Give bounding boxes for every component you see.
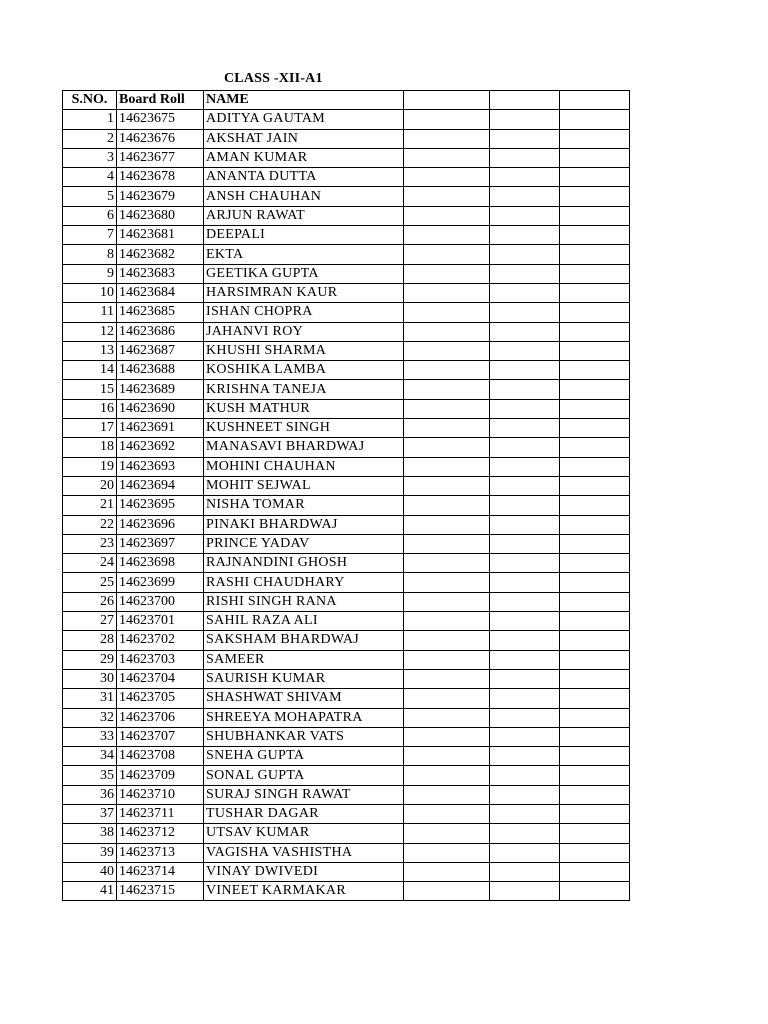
cell-blank-2: [490, 766, 560, 785]
cell-blank-1: [404, 457, 490, 476]
cell-sno: 32: [63, 708, 117, 727]
cell-sno: 9: [63, 264, 117, 283]
cell-blank-3: [560, 496, 630, 515]
table-row: [63, 341, 630, 360]
cell-board-roll: 14623706: [117, 708, 204, 727]
cell-sno: 26: [63, 592, 117, 611]
cell-blank-3: [560, 689, 630, 708]
cell-sno: 40: [63, 862, 117, 881]
cell-board-roll: 14623678: [117, 168, 204, 187]
cell-blank-2: [490, 245, 560, 264]
cell-name: UTSAV KUMAR: [204, 824, 404, 843]
header-blank-1: [404, 91, 490, 110]
cell-blank-3: [560, 554, 630, 573]
cell-blank-2: [490, 187, 560, 206]
cell-blank-1: [404, 747, 490, 766]
cell-blank-1: [404, 419, 490, 438]
cell-board-roll: 14623676: [117, 129, 204, 148]
cell-blank-3: [560, 148, 630, 167]
cell-name: KUSH MATHUR: [204, 399, 404, 418]
cell-board-roll: 14623698: [117, 554, 204, 573]
cell-name: SNEHA GUPTA: [204, 747, 404, 766]
cell-sno: 29: [63, 650, 117, 669]
cell-blank-3: [560, 264, 630, 283]
cell-sno: 10: [63, 283, 117, 302]
cell-blank-3: [560, 168, 630, 187]
cell-blank-2: [490, 843, 560, 862]
cell-name: KHUSHI SHARMA: [204, 341, 404, 360]
cell-board-roll: 14623696: [117, 515, 204, 534]
table-row: [63, 612, 630, 631]
cell-board-roll: 14623685: [117, 303, 204, 322]
cell-blank-2: [490, 727, 560, 746]
cell-blank-1: [404, 245, 490, 264]
cell-board-roll: 14623699: [117, 573, 204, 592]
cell-name: SHREEYA MOHAPATRA: [204, 708, 404, 727]
cell-blank-2: [490, 399, 560, 418]
cell-board-roll: 14623682: [117, 245, 204, 264]
cell-board-roll: 14623692: [117, 438, 204, 457]
cell-blank-3: [560, 110, 630, 129]
cell-blank-3: [560, 283, 630, 302]
cell-blank-3: [560, 515, 630, 534]
cell-blank-2: [490, 496, 560, 515]
cell-name: ADITYA GAUTAM: [204, 110, 404, 129]
cell-blank-3: [560, 341, 630, 360]
cell-blank-1: [404, 226, 490, 245]
table-row: [63, 785, 630, 804]
cell-blank-3: [560, 708, 630, 727]
cell-blank-2: [490, 631, 560, 650]
header-board-roll: Board Roll: [117, 91, 204, 110]
cell-name: SHASHWAT SHIVAM: [204, 689, 404, 708]
cell-blank-3: [560, 631, 630, 650]
cell-name: ARJUN RAWAT: [204, 206, 404, 225]
cell-sno: 25: [63, 573, 117, 592]
cell-board-roll: 14623707: [117, 727, 204, 746]
cell-blank-1: [404, 631, 490, 650]
cell-name: KOSHIKA LAMBA: [204, 361, 404, 380]
cell-blank-3: [560, 824, 630, 843]
cell-name: RASHI CHAUDHARY: [204, 573, 404, 592]
cell-name: DEEPALI: [204, 226, 404, 245]
cell-board-roll: 14623703: [117, 650, 204, 669]
cell-name: HARSIMRAN KAUR: [204, 283, 404, 302]
cell-blank-1: [404, 110, 490, 129]
cell-name: AKSHAT JAIN: [204, 129, 404, 148]
cell-board-roll: 14623687: [117, 341, 204, 360]
cell-sno: 36: [63, 785, 117, 804]
table-row: [63, 283, 630, 302]
cell-blank-3: [560, 438, 630, 457]
cell-sno: 38: [63, 824, 117, 843]
cell-blank-2: [490, 283, 560, 302]
cell-board-roll: 14623712: [117, 824, 204, 843]
cell-sno: 12: [63, 322, 117, 341]
cell-blank-2: [490, 573, 560, 592]
cell-blank-3: [560, 187, 630, 206]
table-row: [63, 419, 630, 438]
table-row: [63, 206, 630, 225]
cell-sno: 22: [63, 515, 117, 534]
header-sno: S.NO.: [63, 91, 117, 110]
cell-sno: 30: [63, 669, 117, 688]
cell-board-roll: 14623714: [117, 862, 204, 881]
table-row: [63, 322, 630, 341]
cell-blank-1: [404, 824, 490, 843]
table-row: [63, 708, 630, 727]
cell-name: SAKSHAM BHARDWAJ: [204, 631, 404, 650]
page-title: CLASS -XII-A1: [224, 71, 323, 86]
table-row: [63, 824, 630, 843]
cell-name: MOHINI CHAUHAN: [204, 457, 404, 476]
cell-blank-1: [404, 438, 490, 457]
cell-sno: 17: [63, 419, 117, 438]
cell-sno: 34: [63, 747, 117, 766]
cell-board-roll: 14623708: [117, 747, 204, 766]
cell-blank-3: [560, 419, 630, 438]
cell-blank-3: [560, 785, 630, 804]
cell-sno: 2: [63, 129, 117, 148]
cell-name: MANASAVI BHARDWAJ: [204, 438, 404, 457]
cell-sno: 3: [63, 148, 117, 167]
cell-blank-2: [490, 438, 560, 457]
cell-blank-2: [490, 824, 560, 843]
cell-name: PINAKI BHARDWAJ: [204, 515, 404, 534]
cell-board-roll: 14623688: [117, 361, 204, 380]
cell-board-roll: 14623690: [117, 399, 204, 418]
header-blank-3: [560, 91, 630, 110]
cell-blank-1: [404, 766, 490, 785]
cell-sno: 31: [63, 689, 117, 708]
student-roster-table: [62, 90, 630, 901]
cell-blank-3: [560, 727, 630, 746]
cell-blank-2: [490, 303, 560, 322]
cell-sno: 41: [63, 882, 117, 901]
table-row: [63, 110, 630, 129]
cell-board-roll: 14623693: [117, 457, 204, 476]
cell-blank-1: [404, 283, 490, 302]
cell-blank-3: [560, 862, 630, 881]
cell-board-roll: 14623715: [117, 882, 204, 901]
cell-blank-3: [560, 245, 630, 264]
table-row: [63, 882, 630, 901]
cell-name: KRISHNA TANEJA: [204, 380, 404, 399]
cell-blank-1: [404, 206, 490, 225]
cell-name: EKTA: [204, 245, 404, 264]
cell-blank-2: [490, 862, 560, 881]
cell-board-roll: 14623679: [117, 187, 204, 206]
table-row: [63, 766, 630, 785]
cell-blank-3: [560, 322, 630, 341]
cell-sno: 13: [63, 341, 117, 360]
cell-sno: 1: [63, 110, 117, 129]
cell-blank-1: [404, 708, 490, 727]
cell-blank-1: [404, 650, 490, 669]
table-row: [63, 496, 630, 515]
cell-blank-1: [404, 785, 490, 804]
cell-sno: 4: [63, 168, 117, 187]
table-row: [63, 187, 630, 206]
cell-blank-1: [404, 303, 490, 322]
cell-blank-1: [404, 689, 490, 708]
cell-blank-1: [404, 129, 490, 148]
cell-blank-1: [404, 727, 490, 746]
cell-name: ISHAN CHOPRA: [204, 303, 404, 322]
cell-name: SAURISH KUMAR: [204, 669, 404, 688]
cell-name: RISHI SINGH RANA: [204, 592, 404, 611]
table-row: [63, 303, 630, 322]
table-row: [63, 554, 630, 573]
cell-sno: 5: [63, 187, 117, 206]
cell-blank-3: [560, 361, 630, 380]
cell-blank-1: [404, 341, 490, 360]
cell-name: AMAN KUMAR: [204, 148, 404, 167]
table-row: [63, 264, 630, 283]
cell-board-roll: 14623705: [117, 689, 204, 708]
cell-sno: 27: [63, 612, 117, 631]
table-row: [63, 669, 630, 688]
cell-sno: 14: [63, 361, 117, 380]
table-row: [63, 843, 630, 862]
table-row: [63, 245, 630, 264]
table-row: [63, 399, 630, 418]
cell-blank-2: [490, 669, 560, 688]
table-row: [63, 862, 630, 881]
cell-sno: 8: [63, 245, 117, 264]
table-row: [63, 804, 630, 823]
cell-blank-1: [404, 554, 490, 573]
cell-name: SHUBHANKAR VATS: [204, 727, 404, 746]
cell-board-roll: 14623681: [117, 226, 204, 245]
table-header-row: [63, 91, 630, 110]
cell-blank-2: [490, 322, 560, 341]
cell-blank-3: [560, 534, 630, 553]
cell-sno: 35: [63, 766, 117, 785]
cell-blank-2: [490, 206, 560, 225]
table-row: [63, 380, 630, 399]
cell-blank-1: [404, 862, 490, 881]
cell-blank-1: [404, 361, 490, 380]
cell-blank-1: [404, 380, 490, 399]
cell-board-roll: 14623683: [117, 264, 204, 283]
cell-name: SONAL GUPTA: [204, 766, 404, 785]
cell-blank-3: [560, 612, 630, 631]
cell-blank-3: [560, 476, 630, 495]
table-row: [63, 361, 630, 380]
cell-blank-1: [404, 187, 490, 206]
cell-name: VINEET KARMAKAR: [204, 882, 404, 901]
cell-sno: 19: [63, 457, 117, 476]
cell-blank-2: [490, 592, 560, 611]
cell-blank-2: [490, 419, 560, 438]
cell-name: SURAJ SINGH RAWAT: [204, 785, 404, 804]
cell-blank-3: [560, 592, 630, 611]
cell-blank-2: [490, 361, 560, 380]
cell-board-roll: 14623713: [117, 843, 204, 862]
cell-board-roll: 14623684: [117, 283, 204, 302]
cell-blank-1: [404, 612, 490, 631]
cell-blank-1: [404, 592, 490, 611]
cell-blank-1: [404, 843, 490, 862]
cell-board-roll: 14623694: [117, 476, 204, 495]
cell-sno: 37: [63, 804, 117, 823]
cell-sno: 15: [63, 380, 117, 399]
cell-blank-3: [560, 303, 630, 322]
cell-blank-3: [560, 226, 630, 245]
cell-name: RAJNANDINI GHOSH: [204, 554, 404, 573]
cell-blank-2: [490, 650, 560, 669]
cell-blank-1: [404, 573, 490, 592]
cell-blank-3: [560, 457, 630, 476]
cell-name: ANANTA DUTTA: [204, 168, 404, 187]
cell-sno: 24: [63, 554, 117, 573]
cell-blank-1: [404, 322, 490, 341]
cell-blank-1: [404, 264, 490, 283]
cell-name: TUSHAR DAGAR: [204, 804, 404, 823]
table-row: [63, 438, 630, 457]
cell-blank-3: [560, 766, 630, 785]
table-row: [63, 747, 630, 766]
cell-sno: 23: [63, 534, 117, 553]
cell-sno: 28: [63, 631, 117, 650]
cell-blank-3: [560, 882, 630, 901]
cell-blank-2: [490, 380, 560, 399]
cell-blank-1: [404, 496, 490, 515]
cell-sno: 6: [63, 206, 117, 225]
cell-blank-1: [404, 882, 490, 901]
cell-blank-2: [490, 515, 560, 534]
cell-blank-1: [404, 148, 490, 167]
cell-sno: 16: [63, 399, 117, 418]
cell-name: NISHA TOMAR: [204, 496, 404, 515]
cell-sno: 33: [63, 727, 117, 746]
cell-board-roll: 14623689: [117, 380, 204, 399]
cell-board-roll: 14623686: [117, 322, 204, 341]
cell-sno: 18: [63, 438, 117, 457]
table-body: [63, 110, 630, 901]
cell-board-roll: 14623709: [117, 766, 204, 785]
cell-blank-2: [490, 804, 560, 823]
cell-blank-2: [490, 708, 560, 727]
cell-blank-3: [560, 399, 630, 418]
cell-blank-3: [560, 804, 630, 823]
cell-blank-2: [490, 554, 560, 573]
cell-blank-2: [490, 168, 560, 187]
cell-board-roll: 14623680: [117, 206, 204, 225]
cell-name: VINAY DWIVEDI: [204, 862, 404, 881]
cell-board-roll: 14623697: [117, 534, 204, 553]
table-row: [63, 631, 630, 650]
cell-board-roll: 14623675: [117, 110, 204, 129]
cell-blank-3: [560, 380, 630, 399]
cell-name: SAHIL RAZA ALI: [204, 612, 404, 631]
cell-sno: 39: [63, 843, 117, 862]
table-row: [63, 457, 630, 476]
cell-sno: 11: [63, 303, 117, 322]
cell-board-roll: 14623702: [117, 631, 204, 650]
cell-blank-3: [560, 650, 630, 669]
cell-blank-2: [490, 534, 560, 553]
cell-name: VAGISHA VASHISTHA: [204, 843, 404, 862]
cell-blank-2: [490, 129, 560, 148]
table-row: [63, 515, 630, 534]
cell-name: KUSHNEET SINGH: [204, 419, 404, 438]
cell-blank-1: [404, 476, 490, 495]
cell-blank-1: [404, 399, 490, 418]
cell-board-roll: 14623710: [117, 785, 204, 804]
cell-board-roll: 14623704: [117, 669, 204, 688]
table-row: [63, 226, 630, 245]
header-blank-2: [490, 91, 560, 110]
cell-board-roll: 14623677: [117, 148, 204, 167]
cell-board-roll: 14623701: [117, 612, 204, 631]
cell-name: JAHANVI ROY: [204, 322, 404, 341]
cell-name: ANSH CHAUHAN: [204, 187, 404, 206]
cell-blank-2: [490, 264, 560, 283]
cell-blank-2: [490, 476, 560, 495]
cell-blank-3: [560, 669, 630, 688]
table-row: [63, 573, 630, 592]
cell-name: PRINCE YADAV: [204, 534, 404, 553]
cell-blank-1: [404, 168, 490, 187]
cell-board-roll: 14623711: [117, 804, 204, 823]
cell-blank-2: [490, 457, 560, 476]
cell-board-roll: 14623695: [117, 496, 204, 515]
table-row: [63, 129, 630, 148]
cell-blank-2: [490, 148, 560, 167]
cell-blank-1: [404, 515, 490, 534]
cell-blank-1: [404, 534, 490, 553]
cell-blank-2: [490, 882, 560, 901]
cell-sno: 20: [63, 476, 117, 495]
cell-blank-2: [490, 785, 560, 804]
cell-name: SAMEER: [204, 650, 404, 669]
table-row: [63, 168, 630, 187]
cell-blank-3: [560, 573, 630, 592]
table-row: [63, 650, 630, 669]
table-row: [63, 689, 630, 708]
cell-blank-3: [560, 747, 630, 766]
header-name: NAME: [204, 91, 404, 110]
cell-blank-3: [560, 206, 630, 225]
cell-blank-2: [490, 226, 560, 245]
cell-board-roll: 14623700: [117, 592, 204, 611]
cell-name: GEETIKA GUPTA: [204, 264, 404, 283]
cell-name: MOHIT SEJWAL: [204, 476, 404, 495]
cell-blank-2: [490, 689, 560, 708]
table-row: [63, 592, 630, 611]
cell-blank-1: [404, 669, 490, 688]
table-row: [63, 727, 630, 746]
cell-blank-2: [490, 747, 560, 766]
cell-blank-2: [490, 110, 560, 129]
table-row: [63, 476, 630, 495]
cell-blank-3: [560, 843, 630, 862]
cell-blank-1: [404, 804, 490, 823]
table-row: [63, 534, 630, 553]
cell-blank-2: [490, 341, 560, 360]
table-row: [63, 148, 630, 167]
cell-sno: 7: [63, 226, 117, 245]
cell-blank-3: [560, 129, 630, 148]
cell-board-roll: 14623691: [117, 419, 204, 438]
cell-blank-2: [490, 612, 560, 631]
cell-sno: 21: [63, 496, 117, 515]
